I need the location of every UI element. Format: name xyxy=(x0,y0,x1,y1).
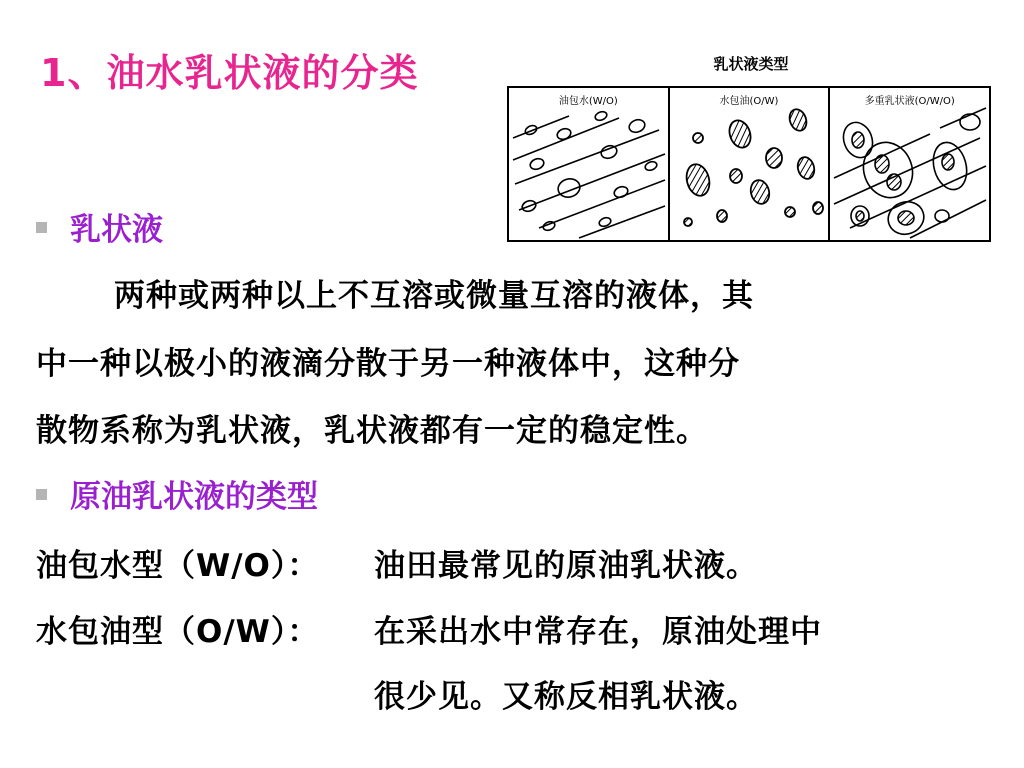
panel-oil-in-water xyxy=(670,88,831,240)
bullet-icon xyxy=(36,222,47,233)
wo-type-term: 油包水型（W/O）： xyxy=(36,548,320,584)
definition-line-3: 散物系称为乳状液，乳状液都有一定的稳定性。 xyxy=(36,413,708,449)
ow-type-desc-cont: 很少见。又称反相乳状液。 xyxy=(374,679,758,715)
panel-label-ow: 水包油(O/W) xyxy=(670,92,829,107)
ow-type-term: 水包油型（O/W）： xyxy=(36,614,320,650)
owo-illustration xyxy=(830,88,989,240)
emulsion-types-figure xyxy=(507,86,991,242)
panel-multiple-emulsion xyxy=(830,88,989,240)
section-heading-crude-types: 原油乳状液的类型 xyxy=(70,479,318,515)
panel-water-in-oil xyxy=(509,88,670,240)
wo-illustration xyxy=(509,88,669,240)
ow-illustration xyxy=(670,88,830,240)
slide-title: 1、油水乳状液的分类 xyxy=(40,51,419,95)
ow-type-desc: 在采出水中常存在，原油处理中 xyxy=(374,614,822,650)
panel-label-owo: 多重乳状液(O/W/O) xyxy=(830,92,989,107)
wo-type-desc: 油田最常见的原油乳状液。 xyxy=(374,548,758,584)
panel-label-wo: 油包水(W/O) xyxy=(509,92,668,107)
section-heading-emulsion: 乳状液 xyxy=(70,212,163,248)
bullet-icon xyxy=(36,489,47,500)
definition-line-2: 中一种以极小的液滴分散于另一种液体中，这种分 xyxy=(36,346,740,382)
definition-line-1: 两种或两种以上不互溶或微量互溶的液体，其 xyxy=(114,278,754,314)
figure-caption: 乳状液类型 xyxy=(713,55,789,73)
